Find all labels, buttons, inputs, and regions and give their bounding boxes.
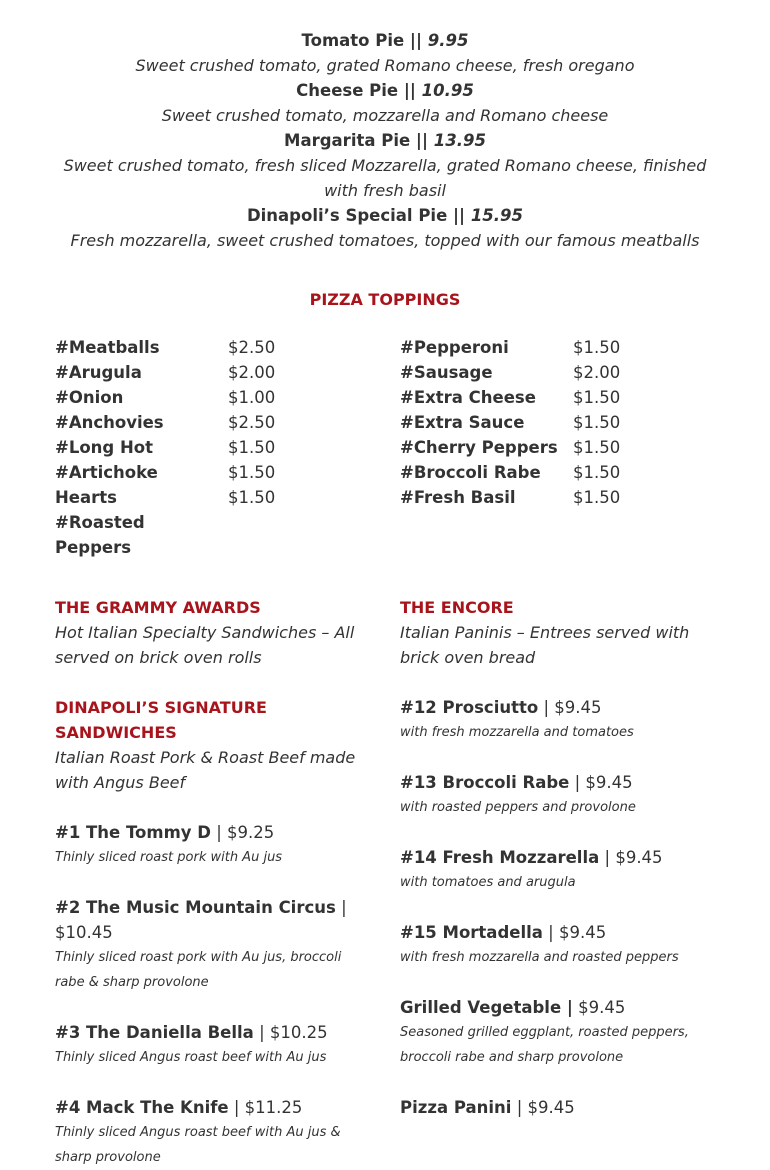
item-description: with roasted peppers and provolone xyxy=(400,800,636,815)
pie-description: Sweet crushed tomato, mozzarella and Romano cheese xyxy=(161,106,609,125)
item-name: #12 Prosciutto xyxy=(400,698,539,717)
topping-row xyxy=(55,410,355,435)
topping-name: #Extra Sauce xyxy=(400,413,525,432)
signature-title: DINAPOLI’S SIGNATURE SANDWICHES xyxy=(55,698,267,742)
item-name: #3 The Daniella Bella xyxy=(55,1023,254,1042)
topping-price: $1.50 xyxy=(573,488,621,507)
topping-row xyxy=(400,335,700,360)
item-price: | $9.45 xyxy=(604,848,663,867)
topping-price: $1.50 xyxy=(228,488,276,507)
topping-name: #Arugula xyxy=(55,363,142,382)
pie-name: Margarita Pie || xyxy=(284,131,428,150)
topping-price: $1.50 xyxy=(573,413,621,432)
pie-description: Sweet crushed tomato, grated Romano cheese, fresh oregano xyxy=(135,56,635,75)
grammy-title: THE GRAMMY AWARDS xyxy=(55,598,261,617)
item-description: Thinly sliced roast pork with Au jus xyxy=(55,850,283,865)
pie-item xyxy=(0,78,770,128)
topping-name: #Sausage xyxy=(400,363,493,382)
item-price: | $11.25 xyxy=(233,1098,303,1117)
topping-row xyxy=(55,385,355,410)
pie-price: 9.95 xyxy=(427,31,469,50)
topping-name: #Anchovies xyxy=(55,413,164,432)
item-price: | $9.45 xyxy=(574,773,633,792)
item-name: #13 Broccoli Rabe xyxy=(400,773,570,792)
menu-item xyxy=(55,1095,370,1170)
sandwiches-left-column xyxy=(55,595,370,1170)
item-price: | $10.45 xyxy=(55,898,347,942)
encore-title: THE ENCORE xyxy=(400,598,514,617)
menu-item xyxy=(400,995,715,1070)
item-name: #14 Fresh Mozzarella xyxy=(400,848,600,867)
item-price: | $10.25 xyxy=(259,1023,328,1042)
topping-name: #Broccoli Rabe xyxy=(400,463,541,482)
item-price: | $9.45 xyxy=(548,923,607,942)
topping-name: #Long Hot xyxy=(55,438,154,457)
pie-name: Tomato Pie || xyxy=(301,31,422,50)
menu-item xyxy=(55,1020,370,1070)
pie-name: Dinapoli’s Special Pie || xyxy=(246,206,466,225)
topping-row xyxy=(400,360,700,385)
topping-row xyxy=(400,410,700,435)
item-description: with tomatoes and arugula xyxy=(400,875,576,890)
pie-list xyxy=(0,28,770,253)
pie-item xyxy=(0,203,770,253)
topping-name: #Pepperoni xyxy=(400,338,509,357)
topping-row xyxy=(55,435,355,460)
topping-row xyxy=(55,335,355,360)
item-description: Thinly sliced Angus roast beef with Au jus xyxy=(55,1050,327,1065)
item-name: #2 The Music Mountain Circus xyxy=(55,898,336,917)
topping-price: $1.50 xyxy=(228,438,276,457)
item-name: #15 Mortadella xyxy=(400,923,543,942)
item-description: Thinly sliced Angus roast beef with Au jus & sharp provolone xyxy=(55,1125,341,1165)
item-name: Grilled Vegetable | xyxy=(400,998,573,1017)
item-description: with fresh mozzarella and roasted peppers xyxy=(400,950,679,965)
topping-price: $2.50 xyxy=(228,338,276,357)
pie-description: Sweet crushed tomato, fresh sliced Mozzarella, grated Romano cheese, finished with fresh basil xyxy=(63,156,707,200)
signature-subtitle: Italian Roast Pork & Roast Beef made with Angus Beef xyxy=(55,748,356,792)
grammy-subtitle: Hot Italian Specialty Sandwiches – All served on brick oven rolls xyxy=(55,623,355,667)
item-price: | $9.25 xyxy=(216,823,275,842)
item-description: Seasoned grilled eggplant, roasted peppers, broccoli rabe and sharp provolone xyxy=(400,1025,689,1065)
item-name: #4 Mack The Knife xyxy=(55,1098,229,1117)
menu-item xyxy=(400,695,715,745)
sandwiches-right-column xyxy=(400,595,715,1120)
menu-item xyxy=(55,895,370,995)
item-name: #1 The Tommy D xyxy=(55,823,211,842)
pie-price: 15.95 xyxy=(470,206,524,225)
toppings-right-column xyxy=(400,335,700,510)
topping-price: $2.50 xyxy=(228,413,276,432)
menu-item xyxy=(400,770,715,820)
topping-row xyxy=(55,360,355,385)
topping-row xyxy=(400,435,700,460)
topping-row xyxy=(55,460,355,485)
topping-price: $2.00 xyxy=(573,363,621,382)
item-price: $9.45 xyxy=(578,998,626,1017)
topping-name: #Onion xyxy=(55,388,124,407)
menu-item xyxy=(400,1095,715,1120)
topping-price: $1.50 xyxy=(228,463,276,482)
topping-row xyxy=(55,510,355,535)
pie-item xyxy=(0,28,770,78)
toppings-left-column xyxy=(55,335,355,560)
item-price: | $9.45 xyxy=(516,1098,575,1117)
menu-item xyxy=(400,845,715,895)
pie-price: 13.95 xyxy=(433,131,486,150)
topping-name: Hearts xyxy=(55,488,117,507)
pie-description: Fresh mozzarella, sweet crushed tomatoes, topped with our famous meatballs xyxy=(70,231,700,250)
topping-name: #Artichoke xyxy=(55,463,158,482)
topping-name: #Fresh Basil xyxy=(400,488,516,507)
topping-row xyxy=(400,485,700,510)
topping-row xyxy=(55,485,355,510)
toppings-title: PIZZA TOPPINGS xyxy=(309,290,461,309)
topping-price: $1.50 xyxy=(573,438,621,457)
topping-row xyxy=(400,385,700,410)
topping-row xyxy=(400,460,700,485)
item-description: with fresh mozzarella and tomatoes xyxy=(400,725,634,740)
topping-price: $1.50 xyxy=(573,463,621,482)
topping-name: Peppers xyxy=(55,538,132,557)
topping-name: #Cherry Peppers xyxy=(400,438,558,457)
topping-name: #Roasted xyxy=(55,513,145,532)
topping-row xyxy=(55,535,355,560)
topping-price: $1.50 xyxy=(573,388,621,407)
item-name: Pizza Panini xyxy=(400,1098,512,1117)
topping-price: $1.50 xyxy=(573,338,621,357)
topping-name: #Meatballs xyxy=(55,338,160,357)
pie-name: Cheese Pie || xyxy=(296,81,416,100)
topping-price: $1.00 xyxy=(228,388,276,407)
encore-subtitle: Italian Paninis – Entrees served with brick oven bread xyxy=(400,623,690,667)
menu-item xyxy=(55,820,370,870)
pie-item xyxy=(0,128,770,203)
menu-item xyxy=(400,920,715,970)
topping-price: $2.00 xyxy=(228,363,276,382)
topping-name: #Extra Cheese xyxy=(400,388,536,407)
item-price: | $9.45 xyxy=(543,698,602,717)
item-description: Thinly sliced roast pork with Au jus, broccoli rabe & sharp provolone xyxy=(55,950,342,990)
pie-price: 10.95 xyxy=(421,81,474,100)
